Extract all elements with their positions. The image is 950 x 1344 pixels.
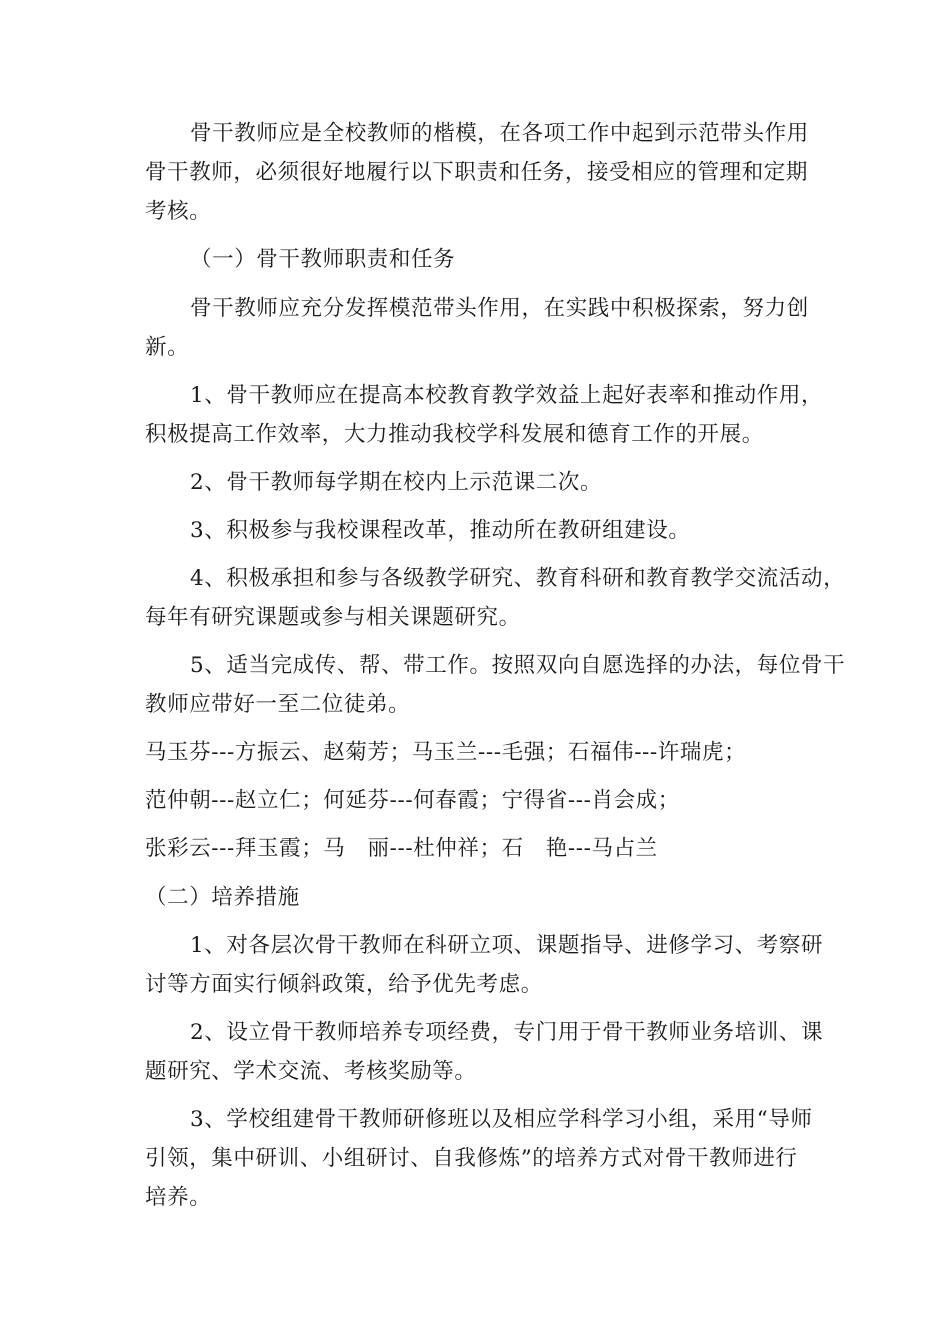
section-heading: （一）骨干教师职责和任务 [190,247,456,272]
list-item: 5、适当完成传、帮、带工作。按照双向自愿选择的办法，每位骨干 [190,653,846,678]
paragraph-line: 骨干教师应充分发挥模范带头作用，在实践中积极探索，努力创 [190,296,809,321]
paragraph-line: 积极提高工作效率，大力推动我校学科发展和德育工作的开展。 [145,422,764,447]
paragraph-line: 讨等方面实行倾斜政策，给予优先考虑。 [145,972,543,997]
section-heading: （二）培养措施 [145,885,300,910]
list-item: 3、积极参与我校课程改革，推动所在教研组建设。 [190,518,691,543]
pairing-line: 马玉芬---方振云、赵菊芳；马玉兰---毛强；石福伟---许瑞虎； [145,740,747,765]
list-item: 1、对各层次骨干教师在科研立项、课题指导、进修学习、考察研 [190,933,824,958]
paragraph-line: 骨干教师，必须很好地履行以下职责和任务，接受相应的管理和定期 [145,160,809,185]
list-item: 2、设立骨干教师培养专项经费，专门用于骨干教师业务培训、课 [190,1020,824,1045]
paragraph-line: 骨干教师应是全校教师的楷模，在各项工作中起到示范带头作用 [190,121,809,146]
list-item: 4、积极承担和参与各级教学研究、教育科研和教育教学交流活动， [190,566,846,591]
pairing-line: 范仲朝---赵立仁；何延芬---何春霞；宁得省---肖会成； [145,788,680,813]
paragraph-line: 引领，集中研训、小组研讨、自我修炼”的培养方式对骨干教师进行 [145,1146,798,1171]
list-item: 1、骨干教师应在提高本校教育教学效益上起好表率和推动作用， [190,383,824,408]
list-item: 3、学校组建骨干教师研修班以及相应学科学习小组，采用“导师 [190,1107,813,1132]
pairing-line: 张彩云---拜玉霞；马 丽---杜仲祥；石 艳---马占兰 [145,836,658,861]
paragraph-line: 新。 [145,335,190,360]
list-item: 2、骨干教师每学期在校内上示范课二次。 [190,470,603,495]
paragraph-line: 教师应带好一至二位徒弟。 [145,692,411,717]
paragraph-line: 考核。 [145,199,212,224]
paragraph-line: 每年有研究课题或参与相关课题研究。 [145,605,521,630]
paragraph-line: 培养。 [145,1185,212,1210]
paragraph-line: 题研究、学术交流、考核奖励等。 [145,1059,477,1084]
